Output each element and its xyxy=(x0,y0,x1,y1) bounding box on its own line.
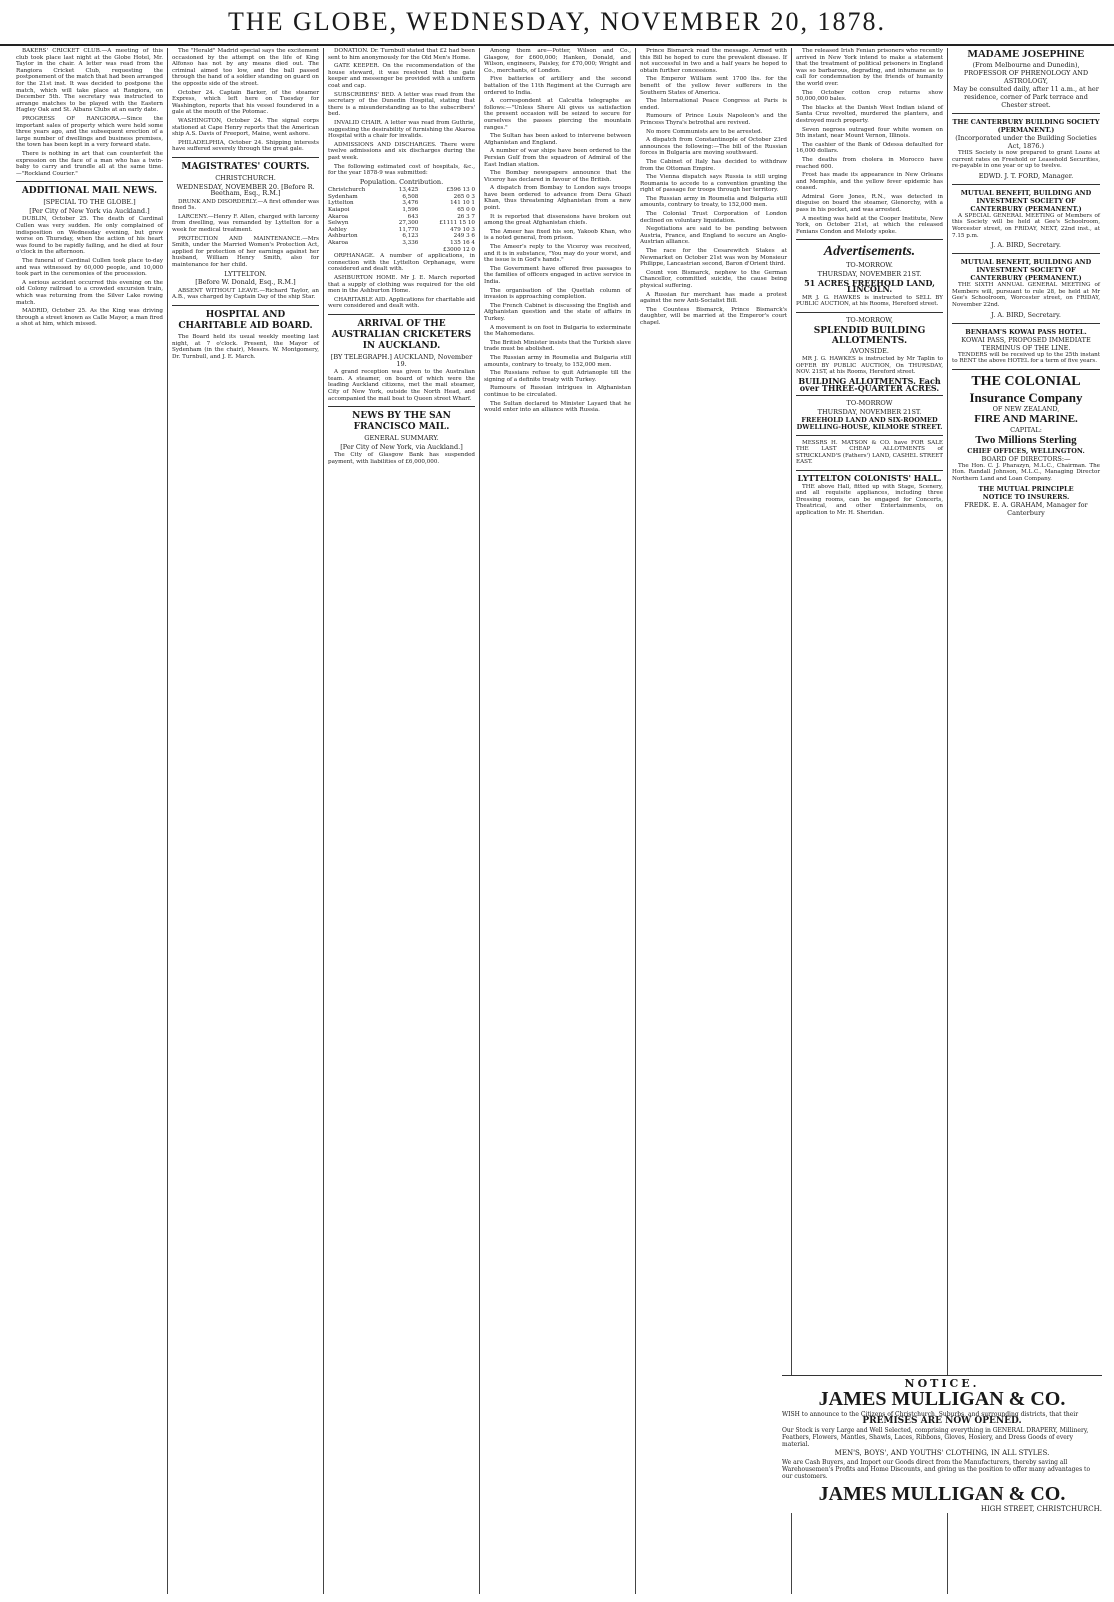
ad-subheading: THURSDAY, NOVEMBER 21ST. xyxy=(817,407,922,416)
section-subheading: WEDNESDAY, NOVEMBER 20. [Before R. Beetham, Esq., R.M.] xyxy=(176,182,315,198)
article-paragraph: The October cotton crop returns show 50,000,000 bales. xyxy=(796,89,943,103)
article-paragraph: The Vienna dispatch says Russia is still urging Roumania to accede to a convention granting the right of passage for troops through her territory. xyxy=(640,174,787,194)
article-paragraph: WASHINGTON, October 24. The signal corps stationed at Cape Henry reports that the American ship A.S. Davis of Freeport, Maine, went ashore. xyxy=(172,117,319,138)
divider xyxy=(952,113,1100,114)
article-paragraph: Prince Bismarck read the message. Armed with this Bill he hoped to cure the prevalent disease. If not successful in two and a half years he hoped to obtain further concessions. xyxy=(640,48,787,74)
ad-signature: J. A. BIRD, Secretary. xyxy=(991,241,1061,250)
ad-text: Our Stock is very Large and Well Selected, comprising everything in GENERAL DRAPERY, Millinery, Feathers, Flowers, Mantles, Shawls, Laces, Ribbons, Gloves, Hosiery, and Dress Goods of every material. xyxy=(782,1427,1089,1448)
ad-title: 51 ACRES FREEHOLD LAND, LINCOLN. xyxy=(804,277,935,295)
article-paragraph: The Russians refuse to quit Adrianople till the signing of a definite treaty with Turkey. xyxy=(484,370,631,383)
table-cell: Lyttelton xyxy=(328,200,354,207)
ad-subtitle: (Incorporated under the Building Societies Act, 1876.) xyxy=(955,134,1097,150)
ad-title: MUTUAL BENEFIT, BUILDING AND INVESTMENT SOCIETY OF CANTERBURY (PERMANENT.) xyxy=(960,188,1092,213)
table-cell: 135 16 4 xyxy=(450,240,475,247)
divider xyxy=(16,181,163,182)
table-cell: 3,476 xyxy=(402,200,419,207)
article-paragraph: PROTECTION AND MAINTENANCE.—Mrs Smith, under the Married Women's Protection Act, applied for protection of her earnings against her husband, William Henry Smith, also for maintenance for her child. xyxy=(172,235,319,269)
article-paragraph: PHILADELPHIA, October 24. Shipping interests have suffered severely through the great gale. xyxy=(172,139,319,153)
ad-notice: NOTICE. xyxy=(904,1377,980,1390)
article-paragraph: The funeral of Cardinal Cullen took place to-day and was witnessed by 60,000 people, and 10,000 took part in the ceremonies of the procession. xyxy=(16,258,163,278)
table-row xyxy=(328,233,475,240)
table-cell: 3,336 xyxy=(402,240,419,247)
article-paragraph: Seven negroes outraged four white women on 5th instant, near Mount Vernon, Illinois. xyxy=(796,126,943,140)
article-paragraph: A dispatch from Constantinople of October 23rd announces the following:—The bill of the Russian forces in Bulgaria are moving southward. xyxy=(640,137,787,157)
table-row xyxy=(328,207,475,214)
article-paragraph: DRUNK AND DISORDERLY.—A first offender was fined 5s. xyxy=(172,198,319,212)
article-paragraph: ASHBURTON HOME. Mr J. E. March reported that a supply of clothing was required for the old men in the Ashburton Home. xyxy=(328,275,475,295)
section-subheading: CHRISTCHURCH. xyxy=(215,173,276,182)
article-paragraph: The blacks at the Danish West Indian island of Santa Cruz revolted, murdered the planters, and destroyed much property. xyxy=(796,104,943,124)
divider xyxy=(796,435,943,436)
table-header: Population. Contribution. xyxy=(359,177,444,186)
ad-subheading: AVONSIDE. xyxy=(849,346,889,355)
ad-text: THE above Hall, fitted up with Stage, Scenery, and all requisite appliances, including three Dressing rooms, can be engaged for Concerts, Theatrical, and other Entertainments, on application to Mr. H. Sheridan. xyxy=(796,483,943,516)
contribution-table xyxy=(328,187,475,253)
column-2 xyxy=(168,48,324,1594)
article-paragraph: The following estimated cost of hospitals, &c., for the year 1878-9 was submitted: xyxy=(328,163,475,177)
article-paragraph: No more Communists are to be arrested. xyxy=(646,128,763,135)
article-paragraph: The Ameer has fixed his son, Yakoob Khan, who is a noted general, from prison. xyxy=(484,228,631,242)
ad-title: LYTTELTON COLONISTS' HALL. xyxy=(797,472,942,483)
table-row xyxy=(328,227,475,234)
ad-subtitle: CAPITAL: xyxy=(1010,425,1042,434)
article-paragraph: The French Cabinet is discussing the English and Afghanistan question and the state of affairs in Turkey. xyxy=(484,302,631,322)
divider xyxy=(328,314,475,315)
ad-text: A SPECIAL GENERAL MEETING of Members of this Society will be held at Gee's Schoolroom, Worcester street, on FRIDAY, NEXT, 22nd inst., at 7.15 p.m. xyxy=(952,212,1100,239)
column-3 xyxy=(324,48,480,1594)
article-paragraph: GATE KEEPER. On the recommendation of the house steward, it was resolved that the gate keeper and messenger be provided with a uniform coat and cap. xyxy=(328,63,475,89)
section-heading: MAGISTRATES' COURTS. xyxy=(181,161,310,172)
article-paragraph: It is reported that dissensions have broken out among the great Afghanistan chiefs. xyxy=(484,213,631,227)
table-cell: Christchurch xyxy=(328,187,366,194)
ad-title: SPLENDID BUILDING ALLOTMENTS. xyxy=(813,325,926,346)
article-paragraph: DONATION. Dr. Turnbull stated that £2 had been sent to him anonymously for the Old Men's Home. xyxy=(328,48,475,61)
table-cell: 141 10 1 xyxy=(450,200,475,207)
advertisements-heading-block xyxy=(796,244,943,260)
column-4 xyxy=(480,48,636,1594)
ad-signature: J. A. BIRD, Secretary. xyxy=(991,310,1061,319)
article-paragraph: The organisation of the Quettah column of invasion is approaching completion. xyxy=(484,287,631,301)
section-subheading: [Before W. Donald, Esq., R.M.] xyxy=(195,278,296,287)
ad-mutual-benefit-annual xyxy=(952,258,1100,318)
article-paragraph: The Sultan has been asked to intervene between Afghanistan and England. xyxy=(484,133,631,146)
article-paragraph: The Countess Bismarck, Prince Bismarck's daughter, will be married at the Emperor's court chapel. xyxy=(640,306,787,326)
ad-title: Insurance Company xyxy=(969,389,1083,405)
table-cell: 65 0 0 xyxy=(457,207,475,214)
article-paragraph: The International Peace Congress at Paris is ended. xyxy=(640,98,787,111)
article-paragraph: A meeting was held at the Cooper Institute, New York, on October 21st, at which the released Fenians Condon and Melody spoke. xyxy=(796,215,943,235)
ad-subtitle: KOWAI PASS, PROPOSED IMMEDIATE TERMINUS OF THE LINE. xyxy=(961,335,1091,352)
section-heading: NEWS BY THE SAN FRANCISCO MAIL. xyxy=(352,411,451,433)
divider xyxy=(796,470,943,471)
article-paragraph: BAKERS' CRICKET CLUB.—A meeting of this club took place last night at the Globe Hotel, Mr. Taylor in the chair. A letter was read from the Rangiora Cricket Club, requesting the postponement of the match that had been arranged for the 21st inst. It was decided to postpone the match, which will take place at Rangiora, on December 5th. The secretary was instructed to arrange matches to be played with the Eastern Hagley Oak and St. Albans Clubs at an early date. xyxy=(16,48,163,114)
ad-subheading: TO-MORROW xyxy=(846,399,893,408)
table-cell: 13,425 xyxy=(398,187,419,194)
article-paragraph: CHARITABLE AID. Applications for charitable aid were considered and dealt with. xyxy=(328,296,475,310)
advertisements-heading: Advertisements. xyxy=(823,244,916,260)
article-paragraph: ADMISSIONS AND DISCHARGES. There were twelve admissions and six discharges during the past week. xyxy=(328,141,475,161)
ad-subtitle: CHIEF OFFICES, WELLINGTON. xyxy=(967,446,1085,455)
table-cell: 643 xyxy=(407,213,419,220)
article-paragraph: Among them are—Potter, Wilson and Co., Glasgow, for £600,000; Hanken, Donald, and Wilson, engineers, Paisley, for £70,000; Wright and Co., merchants, of London. xyxy=(484,48,631,74)
column-1 xyxy=(12,48,168,1594)
article-paragraph: The Russian army in Roumelia and Bulgaria still amounts, contrary to treaty, to 152,000 men. xyxy=(640,195,787,209)
ad-text: THE SIXTH ANNUAL GENERAL MEETING of Members will, pursuant to rule 28, be held at Mr Gee's Schoolroom, Worcester street, on FRIDAY, November 22nd. xyxy=(952,282,1100,308)
ad-subtitle: FIRE AND MARINE. xyxy=(974,412,1078,425)
article-paragraph: The Emperor William sent 1700 lbs. for the benefit of the yellow fever sufferers in the Southern States of America. xyxy=(640,76,787,96)
ad-subtitle: Two Millions Sterling xyxy=(975,433,1077,446)
table-cell: 249 3 6 xyxy=(453,233,475,240)
column-5 xyxy=(636,48,792,1594)
article-paragraph: A Russian fur merchant has made a protest against the new Anti-Socialist Bill. xyxy=(640,291,787,305)
table-cell: 479 10 3 xyxy=(450,226,475,233)
article-paragraph: INVALID CHAIR. A letter was read from Guthrie, suggesting the desirability of furnishing the Akaroa Hospital with a chair for invalids. xyxy=(328,119,475,140)
column-6 xyxy=(792,48,948,1594)
article-paragraph: ORPHANAGE. A number of applications, in connection with the Lyttelton Orphanage, were considered and dealt with. xyxy=(328,253,475,273)
article-paragraph: The cashier of the Bank of Odessa defaulted for 16,000 dollars. xyxy=(796,141,943,155)
article-paragraph: A serious accident occurred this evening on the old Colony railroad to a crowded excursion train, which was returning from the Silver Lake rowing match. xyxy=(16,279,163,306)
section-subheading: [Per City of New York, via Auckland.] xyxy=(340,442,463,451)
ad-text: MESSRS H. MATSON & CO. have FOR SALE THE LAST CHEAP ALLOTMENTS of STRICKLAND'S (Fathers') LAND, CASHEL STREET EAST. xyxy=(796,439,943,466)
article-paragraph: Negotiations are said to be pending between Austria, France, and England to secure an Anglo-Austrian alliance. xyxy=(640,226,787,246)
ad-text: MEN'S, BOYS', AND YOUTHS' CLOTHING, IN ALL STYLES. xyxy=(834,1449,1050,1457)
ad-mulligan xyxy=(782,1375,1102,1513)
ad-text: WISH to announce to the Citizens of Christchurch, Suburbs, and surrounding districts, that their xyxy=(782,1411,1079,1418)
ad-title: MADAME JOSEPHINE xyxy=(967,48,1085,60)
section-subheading: LYTTELTON. xyxy=(224,269,267,278)
ad-text: TENDERS will be received up to the 25th instant to RENT the above HOTEL for a term of five years. xyxy=(952,351,1100,365)
article-paragraph: SUBSCRIBERS' BED. A letter was read from the secretary of the Dunedin Hospital, stating that there is a misunderstanding as to the subscribers' bed. xyxy=(328,91,475,118)
divider xyxy=(796,395,943,396)
ad-subtitle: THE MUTUAL PRINCIPLE xyxy=(978,484,1074,493)
article-paragraph: Rumours of Russian intrigues in Afghanistan continue to be circulated. xyxy=(484,385,631,398)
table-total: £3000 12 0 xyxy=(442,246,475,253)
table-cell: 6,508 xyxy=(402,193,419,200)
table-cell: 1,596 xyxy=(402,207,419,214)
article-paragraph: A correspondent at Calcutta telegraphs as follows:—"Unless Shere Ali gives us satisfaction the present occasion will be seized to secure for ourselves the passes piercing the mountain ranges." xyxy=(484,98,631,131)
section-heading: HOSPITAL AND CHARITABLE AID BOARD. xyxy=(178,310,313,331)
divider xyxy=(172,157,319,158)
section-subheading: [BY TELEGRAPH.] AUCKLAND, November 19. xyxy=(330,352,473,368)
table-cell: 265 0 3 xyxy=(453,193,475,200)
table-cell: Akaroa xyxy=(328,240,349,247)
divider xyxy=(952,253,1100,254)
table-cell: 6,123 xyxy=(402,233,419,240)
article-paragraph: The deaths from cholera in Morocco have reached 600. xyxy=(796,156,943,170)
ad-text: MR J. G. HAWKES is instructed by Mr Taplin to OFFER BY PUBLIC AUCTION, On THURSDAY, NOV. 21ST, at his Rooms, Hereford street. xyxy=(796,356,943,376)
table-cell: 26 3 7 xyxy=(457,213,475,220)
section-subheading: GENERAL SUMMARY. xyxy=(364,434,439,443)
table-cell: Akaroa xyxy=(328,213,349,220)
article-paragraph: The Russian army in Roumelia and Bulgaria still amounts, contrary to treaty, to 152,000 men. xyxy=(484,354,631,368)
ad-title: MUTUAL BENEFIT, BUILDING AND INVESTMENT SOCIETY OF CANTERBURY (PERMANENT.) xyxy=(960,258,1092,283)
masthead-title: THE GLOBE, WEDNESDAY, NOVEMBER 20, 1878. xyxy=(227,7,887,36)
ad-title: FREEHOLD LAND AND SIX-ROOMED DWELLING-HOUSE, KILMORE STREET. xyxy=(796,416,943,431)
article-paragraph: A grand reception was given to the Australian team. A steamer, on board of which were the leading Auckland citizens, met the mail steamer, City of New York, outside the North Head, and accompanied the mail boat to Queen street Wharf. xyxy=(328,369,475,402)
ad-title: BENHAM'S KOWAI PASS HOTEL. xyxy=(965,327,1087,336)
article-paragraph: The "Herald" Madrid special says the excitement occasioned by the attempt on the life of King Alfonso has not by any means died out. The criminal aimed too low, and the ball passed through the hand of a soldier standing on guard on the opposite side of the street. xyxy=(172,48,319,87)
ad-colonial-insurance xyxy=(952,374,1100,517)
ad-mutual-benefit xyxy=(952,189,1100,249)
ad-kowai-hotel xyxy=(952,328,1100,365)
table-row xyxy=(328,200,475,207)
ad-text: The Hon. C. J. Pharazyn, M.L.C., Chairman. The Hon. Randall Johnson, M.L.C., Managing Director Northern Land and Loan Company. xyxy=(952,462,1100,482)
section-heading: ARRIVAL OF THE AUSTRALIAN CRICKETERS IN AUCKLAND. xyxy=(331,318,472,351)
ad-subtitle: OF NEW ZEALAND, xyxy=(992,404,1060,413)
table-row xyxy=(328,187,475,194)
table-row xyxy=(328,214,475,221)
article-paragraph: The race for the Cesarewitch Stakes at Newmarket on October 21st was won by Monsieur Philippe, Lancastrian second, Baron d'Orient third. xyxy=(640,248,787,268)
article-paragraph: The British Minister insists that the Turkish slave trade must be abolished. xyxy=(484,339,631,353)
ad-text: May be consulted daily, after 11 a.m., at her residence, corner of Park terrace and Chester street. xyxy=(953,85,1099,109)
article-paragraph: LARCENY.—Henry F. Allen, charged with larceny from dwelling, was remanded by Lyttelton for a week for medical treatment. xyxy=(172,213,319,234)
article-paragraph: Admiral Gore Jones, R.N., was detected in disguise on board the steamer, Glenorchy, with a pass in his pocket, and was arrested. xyxy=(796,193,943,214)
divider xyxy=(952,323,1100,324)
table-row xyxy=(328,220,475,227)
ad-text: We are Cash Buyers, and Import our Goods direct from the Manufacturers, thereby saving all Warehousemen's Profits and Home Discounts, and giving us the position to offer many advantages to our customers. xyxy=(782,1459,1091,1480)
divider xyxy=(952,184,1100,185)
table-cell: 11,770 xyxy=(398,226,419,233)
ad-subheading: THURSDAY, NOVEMBER 21ST. xyxy=(817,270,922,279)
ad-text: MR J. G. HAWKES is instructed to SELL BY PUBLIC AUCTION, at his Rooms, Hereford street. xyxy=(796,294,943,308)
divider xyxy=(952,369,1100,370)
article-paragraph: ABSENT WITHOUT LEAVE.—Richard Taylor, an A.B., was charged by Captain Day of the ship Star. xyxy=(172,287,319,301)
ad-firm-name: JAMES MULLIGAN & CO. xyxy=(818,1388,1066,1410)
ad-premises: PREMISES ARE NOW OPENED. xyxy=(862,1416,1022,1426)
ad-subtitle: NOTICE TO INSURERS. xyxy=(982,492,1070,501)
ad-title: BUILDING ALLOTMENTS. Each over THREE-QUARTER ACRES. xyxy=(798,375,941,393)
table-cell: Sydenham xyxy=(328,193,358,200)
table-cell: Selwyn xyxy=(328,220,349,227)
section-subheading: [SPECIAL TO THE GLOBE.] xyxy=(43,198,136,207)
article-paragraph: There is nothing in art that can counterfeit the expression on the face of a man who has a twin-baby to carry and trundle all at the same time.—"Rockland Courier." xyxy=(16,150,163,177)
ad-title: THE CANTERBURY BUILDING SOCIETY (PERMANENT.) xyxy=(952,118,1100,134)
table-cell: £1111 15 10 xyxy=(439,220,475,227)
ad-address: HIGH STREET, CHRISTCHURCH. xyxy=(980,1505,1102,1513)
article-paragraph: Frost has made its appearance in New Orleans and Memphis, and the yellow fever epidemic has ceased. xyxy=(796,172,943,192)
ad-subtitle: BOARD OF DIRECTORS:— xyxy=(981,454,1071,463)
table-cell: Ashley xyxy=(328,226,347,233)
divider xyxy=(796,312,943,313)
article-paragraph: DUBLIN, October 25. The death of Cardinal Cullen was very sudden. He only complained of indisposition on Wednesday evening, but grew worse on Thursday, when the action of his heart was found to be rapidly failing, and he died at four o'clock in the afternoon. xyxy=(16,216,163,256)
article-paragraph: The Government have offered free passages to the families of officers engaged in active service in India. xyxy=(484,265,631,285)
article-paragraph: October 24. Captain Barker, of the steamer Express, which left here on Tuesday for Washington, reports that his vessel foundered in a gale at the mouth of the Potomac. xyxy=(172,89,319,116)
table-row xyxy=(328,240,475,247)
columns xyxy=(12,48,1106,1594)
ad-subheading: TO-MORROW. xyxy=(846,261,893,270)
ad-signature: FREDK. E. A. GRAHAM, Manager for Canterbury xyxy=(964,500,1088,517)
article-paragraph: The City of Glasgow Bank has suspended payment, with liabilities of £6,000,000. xyxy=(328,452,475,465)
article-paragraph: A movement is on foot in Bulgaria to exterminate the Mahomedans. xyxy=(484,324,631,338)
article-paragraph: The Board held its usual weekly meeting last night, at 7 o'clock. Present, the Mayor of Sydenham (in the chair), Messrs. W. Montgomery, Dr. Turnbull, and J. E. March. xyxy=(172,334,319,360)
ad-building-society xyxy=(952,118,1100,180)
table-cell: Ashburton xyxy=(328,233,358,240)
ad-text: THIS Society is now prepared to grant Loans at current rates on Freehold or Leasehold Securities, re-payable in one year or up to twelve. xyxy=(952,150,1100,170)
ad-title: THE COLONIAL xyxy=(971,373,1081,389)
article-paragraph: The Bombay newspapers announce that the Viceroy has declared in favour of the British. xyxy=(484,170,631,183)
masthead xyxy=(0,0,1114,46)
ad-firm-name: JAMES MULLIGAN & CO. xyxy=(818,1483,1066,1505)
ad-signature: EDWD. J. T. FORD, Manager. xyxy=(978,171,1074,180)
table-cell: Kaiapoi xyxy=(328,207,350,214)
table-cell: 27,300 xyxy=(398,220,419,227)
article-paragraph: A dispatch from Bombay to London says troops have been ordered to advance from Dera Ghazi Khan, thus threatening Afghanistan from a new point. xyxy=(484,185,631,212)
article-paragraph: Count von Bismarck, nephew to the German Chancellor, committed suicide, the cause being physical suffering. xyxy=(640,269,787,289)
divider xyxy=(172,305,319,306)
article-paragraph: Rumours of Prince Louis Napoleon's and the Princess Thyra's betrothal are revived. xyxy=(640,113,787,126)
article-paragraph: PROGRESS OF RANGIORA.—Since the important sales of property which were held some three years ago, and the subsequent erection of a large number of dwellings and business premises, the town has been kept in a very forward state. xyxy=(16,115,163,149)
ad-subheading: TO-MORROW, xyxy=(846,316,893,324)
divider xyxy=(796,239,943,240)
table-row xyxy=(328,194,475,201)
article-paragraph: The Cabinet of Italy has decided to withdraw from the Ottoman Empire. xyxy=(640,158,787,172)
article-paragraph: A number of war ships have been ordered to the Persian Gulf from the squadron of Admiral of the East Indian station. xyxy=(484,148,631,168)
article-paragraph: The Colonial Trust Corporation of London declined on voluntary liquidation. xyxy=(640,211,787,224)
column-7 xyxy=(948,48,1104,1594)
article-paragraph: The Sultan declared to Minister Layard that he would enter into an alliance with Russia. xyxy=(484,400,631,414)
article-paragraph: The Ameer's reply to the Viceroy was received, and it is in substance, "You may do your worst, and the issue is in God's hands." xyxy=(484,244,631,264)
article-paragraph: Five batteries of artillery and the second battalion of the 11th Regiment at the Curragh are ordered to India. xyxy=(484,76,631,96)
divider xyxy=(328,406,475,407)
ad-subtitle: (From Melbourne and Dunedin), PROFESSOR OF PHRENOLOGY AND ASTROLOGY, xyxy=(963,61,1089,85)
section-heading: ADDITIONAL MAIL NEWS. xyxy=(21,186,158,197)
article-paragraph: MADRID, October 25. As the King was driving through a street known as Calle Mayor, a man fired a shot at him, which missed. xyxy=(16,308,163,328)
table-cell: £596 13 0 xyxy=(446,187,475,194)
ad-madame-josephine xyxy=(952,48,1100,109)
article-paragraph: The released Irish Fenian prisoners who recently arrived in New York intend to make a statement that the treatment of political prisoners in England was so barbarous, degrading, and inhumane as to call for condemnation by the friends of humanity the world over. xyxy=(796,48,943,87)
section-subheading: [Per City of New York via Auckland.] xyxy=(29,206,150,215)
